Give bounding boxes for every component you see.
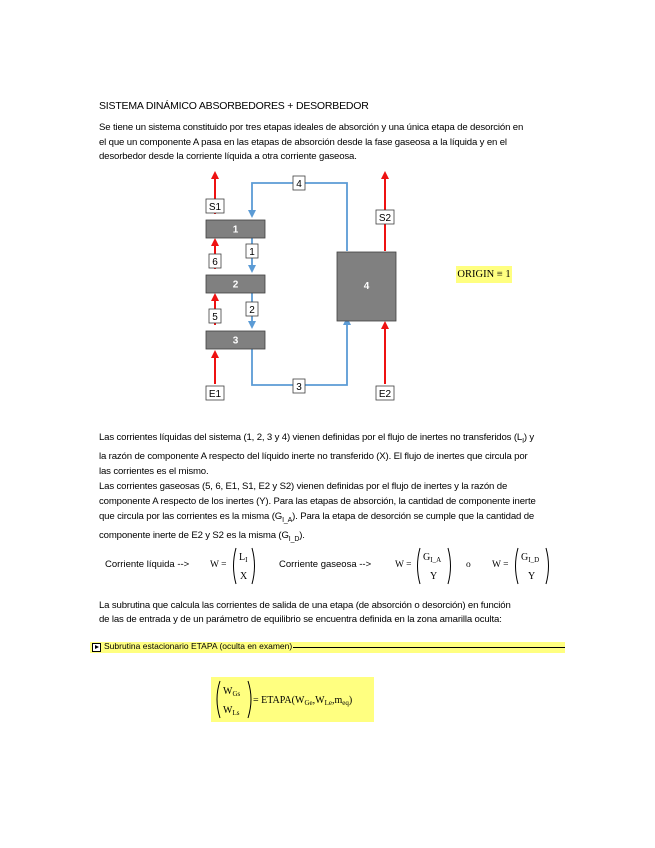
stage-3-label: 3 bbox=[232, 335, 239, 347]
svg-text:WGs bbox=[223, 686, 241, 698]
label-6: 6 bbox=[212, 257, 218, 268]
subroutine-divider bbox=[293, 647, 565, 648]
gasD-top: G bbox=[521, 552, 529, 563]
gasA-bottom: Y bbox=[430, 571, 438, 582]
label-3: 3 bbox=[296, 382, 302, 393]
origin-definition: ORIGIN ≡ 1 bbox=[456, 266, 512, 283]
gasD-bottom: Y bbox=[528, 571, 536, 582]
process-diagram bbox=[195, 168, 405, 408]
liquid-vector bbox=[230, 546, 258, 586]
etapa-top: W bbox=[223, 686, 233, 697]
gasD-top-sub: I_D bbox=[528, 556, 540, 564]
streams-paragraph: Las corrientes líquidas del sistema (1, 2, 3 y 4) vienen definidas por el flujo de inertes no transferidos $(L_I)$ y la razón de componente A respecto del líquido inerte no transferido (X). El flujo de inertes que circula por las corrientes es el mismo. Las corrientes gaseosas (5, 6, E1, S1, E2 y S2) vienen definidas por el flujo de inertes y la razón de componente A respecto de los inertes (Y). Para las etapas de absorción, la cantidad de componente inerte que circula por las corrientes es la misma $(G_{I\_A})$. Para la etapa de desorción se cumple que la cantidad de componente inerte de E2 y S2 es la misma $(G_{I\_D})$. bbox=[99, 432, 536, 543]
svg-text:WLs bbox=[223, 705, 240, 717]
w-equals-liquid: W = bbox=[210, 560, 227, 570]
etapa-equation bbox=[211, 677, 374, 722]
gas-stream-label: Corriente gaseosa --> bbox=[279, 559, 372, 570]
subroutine-paragraph: La subrutina que calcula las corrientes de salida de una etapa (de absorción o desorción) en función de las de entrada y de un parámetro de equilibrio se encuentra definida en la zona amarilla oculta: bbox=[99, 600, 511, 625]
w-equals-gas-desorption: W = bbox=[492, 560, 509, 570]
liquid-stream-4 bbox=[252, 183, 347, 251]
svg-text:GI_D bbox=[521, 552, 539, 564]
liquid-stream-label: Corriente líquida --> bbox=[105, 559, 190, 570]
liquid-bottom: X bbox=[240, 571, 248, 582]
page-title: SISTEMA DINÁMICO ABSORBEDORES + DESORBEDOR bbox=[99, 100, 369, 112]
label-2: 2 bbox=[249, 305, 255, 316]
label-1: 1 bbox=[249, 247, 255, 258]
gasA-top-sub: I_A bbox=[430, 556, 442, 564]
liquid-top: L bbox=[239, 552, 246, 563]
etapa-eq: = ETAPA( bbox=[253, 695, 295, 706]
stage-2-label: 2 bbox=[232, 279, 239, 291]
label-E1: E1 bbox=[208, 389, 222, 400]
gas-absorption-vector bbox=[414, 546, 454, 586]
svg-text:= ETAPA(WGe,WLe,meq): = $ETAPA(W_{Ge},W_{Le},m_{eq})$ bbox=[253, 695, 353, 707]
liquid-top-sub: I bbox=[245, 556, 248, 564]
or-separator: o bbox=[466, 560, 471, 570]
etapa-top-sub: Gs bbox=[232, 690, 241, 698]
liquid-stream-3 bbox=[252, 321, 347, 385]
label-5: 5 bbox=[212, 312, 218, 323]
subroutine-label: Subrutina estacionario ETAPA (oculta en examen) bbox=[104, 641, 293, 651]
expand-triangle-icon[interactable] bbox=[92, 643, 101, 652]
stage-1-label: 1 bbox=[232, 224, 239, 236]
svg-text:GI_A bbox=[423, 552, 441, 564]
gas-desorption-vector bbox=[512, 546, 552, 586]
label-S1: S1 bbox=[208, 202, 222, 213]
etapa-bottom-sub: Ls bbox=[232, 709, 240, 717]
stage-4-label: 4 bbox=[363, 281, 370, 292]
etapa-bottom: W bbox=[223, 705, 233, 716]
gasA-top: G bbox=[423, 552, 431, 563]
svg-text:LI bbox=[239, 552, 248, 564]
subroutine-collapsed-region[interactable] bbox=[90, 642, 565, 653]
label-4: 4 bbox=[296, 179, 302, 190]
etapa-equation-render bbox=[211, 677, 374, 722]
label-E2: E2 bbox=[378, 389, 392, 400]
w-equals-gas-absorption: W = bbox=[395, 560, 412, 570]
intro-paragraph: Se tiene un sistema constituido por tres etapas ideales de absorción y una única etapa de desorción en el que un componente A pasa en las etapas de absorción desde la fase gaseosa a la líquida y en el desorbedor desde la corriente líquida a otra corriente gaseosa. bbox=[99, 122, 524, 162]
label-S2: S2 bbox=[378, 213, 392, 224]
